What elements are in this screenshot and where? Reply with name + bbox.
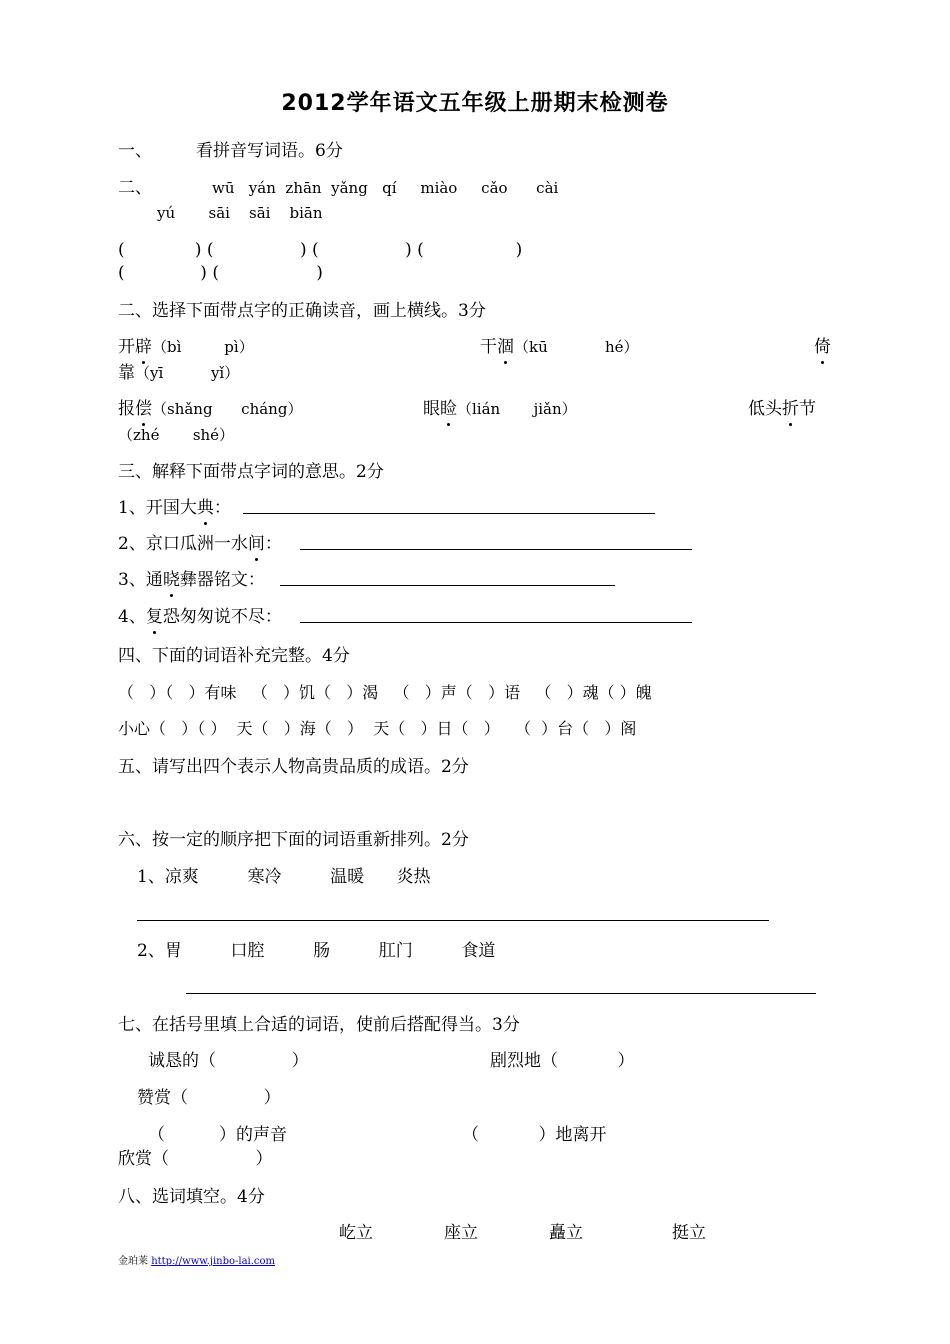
q3-item2: [118, 533, 282, 555]
q2-item3-pinyin-options[interactable]: （yī yǐ）: [135, 364, 240, 382]
q3-item4-text: 4、: [118, 607, 146, 627]
q2-item5-text: 眼: [423, 399, 440, 419]
q3-item4-answer-line[interactable]: [300, 622, 692, 623]
q2-item-kaipi: [118, 336, 254, 358]
q8-word-2: 座立: [444, 1223, 478, 1243]
q8-heading: 八、选词填空。4分: [118, 1187, 265, 1207]
q1-pinyin-row2: yú sāi sāi biān: [157, 204, 323, 222]
q2-item6-text: 低头: [748, 399, 782, 419]
q1-brackets-row1[interactable]: ( ) ( ) ( ) ( ): [118, 240, 523, 260]
q1-pinyin-row1: wū yán zhān yǎng qí miào cǎo cài: [212, 179, 559, 197]
footer-link[interactable]: http://www.jinbo-lai.com: [151, 1256, 276, 1267]
q8-word-4: 挺立: [672, 1223, 706, 1243]
q1-prefix: 二、: [118, 178, 152, 198]
q2-item-baochang: [118, 398, 302, 420]
q4-row1[interactable]: （ ）（ ）有味 （ ）饥（ ）渴 （ ）声（ ）语 （ ）魂（ ）魄: [118, 683, 652, 702]
q3-item1-answer-line[interactable]: [243, 513, 655, 514]
q2-item-kao: [118, 362, 239, 384]
q2-item5-pinyin-options[interactable]: （lián jiǎn）: [457, 400, 577, 418]
q2-item5-dotted-char: 睑: [440, 399, 457, 419]
q6-row1-answer-line[interactable]: [137, 920, 769, 921]
q2-item6-pinyin-options[interactable]: （zhé shé）: [118, 426, 235, 444]
q4-heading: 四、下面的词语补充完整。4分: [118, 646, 350, 666]
q2-item1-dotted-char: 辟: [135, 337, 152, 357]
q7-item3[interactable]: 赞赏（ ）: [137, 1088, 281, 1108]
q3-item1-colon: ：: [213, 498, 231, 518]
q3-item2-dotted-char: 间: [247, 534, 265, 554]
q3-item1-text: 1、开国大: [118, 498, 197, 518]
q6-heading: 六、按一定的顺序把下面的词语重新排列。2分: [118, 830, 469, 850]
q3-item3-text: 3、通: [118, 570, 163, 590]
q2-item4-dotted-char: 偿: [135, 399, 152, 419]
q5-heading: 五、请写出四个表示人物高贵品质的成语。2分: [118, 757, 469, 777]
q3-item2-text: 2、京口瓜洲一水: [118, 534, 248, 554]
q3-heading: 三、解释下面带点字词的意思。2分: [118, 462, 384, 482]
q3-item3-dotted-char: 晓: [162, 570, 180, 590]
q1-heading-text: 看拼音写词语。6分: [196, 141, 343, 161]
q1-brackets-row2[interactable]: ( ) ( ): [118, 263, 323, 283]
q4-row2[interactable]: 小心（ ）（ ） 天（ ）海（ ） 天（ ）日（ ） （ ）台（ ）阁: [118, 719, 637, 738]
q2-item2-dotted-char: 涸: [497, 337, 514, 357]
q2-item4-text: 报: [118, 399, 135, 419]
q1-heading: [118, 140, 343, 162]
q8-word-3: 矗立: [549, 1223, 583, 1243]
q2-item2-text: 干: [480, 337, 497, 357]
q3-item3: [118, 569, 265, 591]
q2-item3-dotted-glyph: 倚: [814, 337, 831, 357]
q7-heading: 七、在括号里填上合适的词语，使前后搭配得当。3分: [118, 1015, 520, 1035]
q3-item4-text-end: 恐匆匆说不尽：: [162, 607, 282, 627]
q2-item3-text: 靠: [118, 363, 135, 383]
q2-item6-text-end: 节: [799, 399, 816, 419]
q2-item-gan-he: [480, 336, 639, 358]
page-title: 2012学年语文五年级上册期末检测卷: [281, 91, 669, 116]
q1-pinyin-line: [118, 177, 558, 199]
q6-row2: 2、胃 口腔 肠 肛门 食道: [137, 941, 496, 961]
q3-item4: [118, 606, 282, 628]
q7-item4[interactable]: （ ）的声音: [148, 1125, 288, 1145]
q7-item1[interactable]: 诚恳的（ ）: [148, 1051, 309, 1071]
q2-item1-text: 开: [118, 337, 135, 357]
q7-item6[interactable]: 欣赏（ ）: [118, 1149, 273, 1169]
q2-item1-pinyin-options[interactable]: （bì pì）: [152, 338, 254, 356]
q2-item4-pinyin-options[interactable]: （shǎng cháng）: [152, 400, 303, 418]
q3-item4-dotted-char: 复: [145, 607, 163, 627]
q6-row1: 1、凉爽 寒冷 温暖 炎热: [137, 867, 431, 887]
q2-item-yanjian: [423, 398, 577, 420]
q2-item-ditouzhejie: [748, 398, 816, 420]
q2-heading: 二、选择下面带点字的正确读音，画上横线。3分: [118, 301, 486, 321]
q3-item2-answer-line[interactable]: [300, 549, 692, 550]
q3-item2-colon: ：: [264, 534, 282, 554]
q2-item2-pinyin-options[interactable]: （kū hé）: [514, 338, 639, 356]
page-footer: [118, 1252, 275, 1267]
footer-label: 金珀莱: [118, 1256, 148, 1267]
q2-item6-dotted-char: 折: [782, 399, 799, 419]
q3-item1: [118, 497, 231, 519]
q6-row2-answer-line[interactable]: [186, 993, 816, 994]
q7-item5[interactable]: （ ）地离开: [462, 1125, 607, 1145]
q3-item3-answer-line[interactable]: [280, 585, 615, 586]
q2-item3-dotted-char: [814, 336, 831, 358]
q1-heading-number: 一、: [118, 141, 152, 161]
q3-item1-dotted-char: 典: [196, 498, 214, 518]
q7-item2[interactable]: 剧烈地（ ）: [490, 1051, 635, 1071]
q8-word-1: 屹立: [339, 1223, 373, 1243]
q3-item3-text-end: 彝器铭文：: [179, 570, 265, 590]
